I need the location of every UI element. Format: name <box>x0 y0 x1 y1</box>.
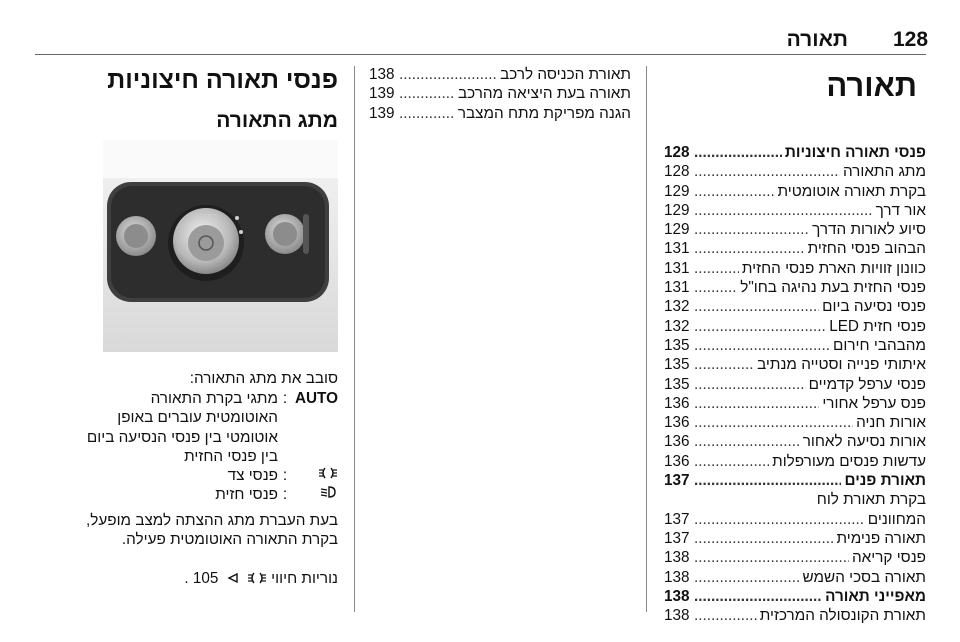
toc-entry-page: 129 <box>664 201 690 219</box>
toc-heading: תאורה <box>826 68 917 103</box>
toc-entry[interactable] <box>664 433 926 452</box>
toc-leader-dots <box>694 376 806 394</box>
toc-entry-title: פנסי נסיעה ביום <box>822 298 926 316</box>
toc-leader-dots <box>694 337 830 355</box>
toc-entry-page: 138 <box>664 587 690 605</box>
toc-entry-page: 138 <box>664 568 690 586</box>
toc-entry[interactable] <box>664 260 926 279</box>
subsection-title: מתג התאורה <box>216 109 338 132</box>
parking-light-icon <box>247 571 267 585</box>
cross-reference: נוריות חיווי 105 . <box>184 570 338 587</box>
column-divider-right <box>646 66 647 612</box>
toc-leader-dots <box>694 163 840 181</box>
auto-desc-line: אוטומטי בין פנסי הנסיעה ביום <box>86 428 278 446</box>
toc-entry-title: פנסי קריאה <box>851 549 926 567</box>
toc-entry[interactable] <box>664 549 926 568</box>
toc-entry[interactable] <box>664 163 926 182</box>
toc-entry[interactable] <box>369 66 631 85</box>
toc-leader-dots <box>694 221 809 239</box>
toc-entry[interactable] <box>664 376 926 395</box>
page-reference-arrow-icon <box>223 571 243 585</box>
toc-entry[interactable] <box>664 530 926 549</box>
low-beam-icon <box>318 485 338 499</box>
toc-entry-title: פנס ערפל אחורי <box>822 394 926 412</box>
toc-entry[interactable] <box>664 298 926 317</box>
toc-entry-page: 131 <box>664 279 690 297</box>
toc-leader-dots <box>694 414 853 432</box>
toc-entry[interactable] <box>369 105 631 124</box>
toc-entry-title: הגנה מפריקת מתח המצבר <box>457 104 631 122</box>
toc-entry[interactable] <box>664 607 926 626</box>
toc-entry[interactable] <box>664 491 926 510</box>
toc-entry[interactable] <box>664 337 926 356</box>
toc-entry-page: 129 <box>664 221 690 239</box>
toc-leader-dots <box>694 607 757 625</box>
toc-leader-dots <box>694 144 782 162</box>
paragraph-line: בקרת התאורה האוטומטית פעילה. <box>121 531 338 549</box>
toc-entry-page: 137 <box>664 529 690 547</box>
column-divider-left <box>354 66 355 612</box>
toc-entry-page: 137 <box>664 510 690 528</box>
auto-key: AUTO <box>294 390 338 407</box>
toc-leader-dots <box>694 530 833 548</box>
toc-entry-page: 136 <box>664 452 690 470</box>
toc-leader-dots <box>694 433 800 451</box>
toc-entry-title: עדשות פנסים מעורפלות <box>772 452 926 470</box>
position-parking: : פנסי צד <box>76 466 338 485</box>
auto-desc-line: בין פנסי החזית <box>184 447 278 465</box>
ignition-paragraph <box>73 511 338 550</box>
toc-entry-title: אורות נסיעה לאחור <box>802 433 926 451</box>
toc-leader-dots <box>399 85 455 103</box>
toc-entry[interactable] <box>664 356 926 375</box>
toc-leader-dots <box>694 260 739 278</box>
light-switch-photo <box>103 140 338 352</box>
toc-entry-title: פנסי חזית LED <box>829 317 926 335</box>
switch-positions <box>76 389 338 505</box>
toc-list-continued <box>369 66 631 124</box>
reference-text: נוריות חיווי <box>271 570 338 587</box>
toc-entry-title: כוונון זוויות הארת פנסי החזית <box>741 259 926 277</box>
toc-entry-title: המחוונים <box>867 510 926 528</box>
light-switch-illustration <box>103 140 338 352</box>
toc-entry-title: פנסי ערפל קדמיים <box>808 375 926 393</box>
toc-entry-title: מתג התאורה <box>842 163 926 181</box>
toc-entry[interactable] <box>664 202 926 221</box>
toc-entry-title: הבהוב פנסי החזית <box>807 240 926 258</box>
toc-entry-page: 137 <box>664 472 690 490</box>
toc-entry-title: בקרת תאורה אוטומטית <box>777 182 926 200</box>
toc-leader-dots <box>694 240 805 258</box>
toc-entry[interactable] <box>664 588 926 607</box>
toc-entry-page: 128 <box>664 144 690 161</box>
toc-entry[interactable] <box>664 569 926 588</box>
toc-entry-title: בקרת תאורת לוח <box>816 491 926 509</box>
toc-leader-dots <box>399 66 497 84</box>
toc-leader-dots <box>694 298 819 316</box>
toc-list <box>664 144 926 626</box>
toc-entry[interactable] <box>664 221 926 240</box>
toc-entry-page: 135 <box>664 336 690 354</box>
toc-leader-dots <box>694 356 754 374</box>
toc-leader-dots <box>694 318 826 336</box>
toc-entry-page: 136 <box>664 394 690 412</box>
auto-label: AUTO <box>195 213 218 222</box>
toc-entry-title: אור דרך <box>875 201 926 219</box>
toc-leader-dots <box>694 395 819 413</box>
toc-leader-dots <box>694 588 822 606</box>
toc-leader-dots <box>399 105 455 123</box>
toc-leader-dots <box>694 183 775 201</box>
toc-entry[interactable] <box>664 395 926 414</box>
toc-entry-page: 136 <box>664 433 690 451</box>
toc-entry-page: 128 <box>664 163 690 181</box>
toc-entry[interactable] <box>664 144 926 163</box>
toc-entry-page: 136 <box>664 414 690 432</box>
toc-entry-title: סיוע לאורות הדרך <box>812 221 926 239</box>
parking-light-icon <box>318 466 338 480</box>
reference-page: 105 <box>192 570 219 587</box>
header-rule <box>35 54 926 55</box>
toc-leader-dots <box>694 472 841 490</box>
toc-entry-title: תאורה פנימית <box>836 529 926 547</box>
toc-entry-title: מאפייני תאורה <box>825 587 926 605</box>
toc-entry-title: תאורת הכניסה לרכב <box>500 66 631 83</box>
toc-entry-page: 138 <box>664 549 690 567</box>
toc-leader-dots <box>694 279 737 297</box>
page-number: 128 <box>893 28 929 51</box>
toc-entry-page: 129 <box>664 182 690 200</box>
toc-entry-page: 132 <box>664 317 690 335</box>
toc-entry-page: 138 <box>664 607 690 625</box>
toc-entry-page: 131 <box>664 240 690 258</box>
toc-entry[interactable] <box>664 279 926 298</box>
intro-text: סובב את מתג התאורה: <box>189 370 338 387</box>
toc-entry-title: איתותי פנייה וסטייה מנתיב <box>757 356 926 374</box>
toc-entry-title: תאורה בסכי השמש <box>802 568 926 586</box>
toc-leader-dots <box>694 549 849 567</box>
toc-entry-page: 138 <box>369 66 395 83</box>
toc-entry-title: תאורה בעת היציאה מהרכב <box>457 85 631 103</box>
toc-entry[interactable] <box>664 240 926 259</box>
toc-entry-page: 139 <box>369 104 395 122</box>
position-low-beam: : פנסי חזית <box>76 485 338 504</box>
toc-entry[interactable] <box>664 472 926 491</box>
chapter-title: תאורה <box>786 28 848 51</box>
toc-leader-dots <box>694 453 769 471</box>
low-beam-desc: פנסי חזית <box>215 486 278 504</box>
toc-entry-page: 135 <box>664 375 690 393</box>
position-auto: AUTO : מתגי בקרת התאורה האוטומטית עוברים באופן אוטומטי בין פנסי הנסיעה ביום בין פנסי החזית <box>76 389 338 466</box>
toc-entry[interactable] <box>664 511 926 530</box>
toc-leader-dots <box>694 202 873 220</box>
parking-desc: פנסי צד <box>227 467 278 485</box>
toc-entry[interactable] <box>664 318 926 337</box>
toc-entry[interactable] <box>369 85 631 104</box>
toc-leader-dots <box>694 511 865 529</box>
section-title: פנסי תאורה חיצוניות <box>107 66 338 94</box>
toc-entry-page: 132 <box>664 298 690 316</box>
toc-leader-dots <box>694 569 800 587</box>
toc-entry-title: פנסי החזית בעת נהיגה בחו"ל <box>740 279 926 297</box>
toc-entry-page: 131 <box>664 259 690 277</box>
toc-entry-title: תאורת הקונסולה המרכזית <box>759 607 926 625</box>
toc-entry-title: מהבהבי חירום <box>833 336 926 354</box>
auto-desc-line: האוטומטית עוברים באופן <box>117 409 278 427</box>
toc-entry[interactable] <box>664 183 926 202</box>
toc-entry[interactable] <box>664 414 926 433</box>
toc-entry-title: תאורת פנים <box>844 472 926 490</box>
toc-entry-title: פנסי תאורה חיצוניות <box>784 144 926 161</box>
toc-entry[interactable] <box>664 453 926 472</box>
auto-desc-line: מתגי בקרת התאורה <box>150 390 278 407</box>
paragraph-line: בעת העברת מתג ההצתה למצב מופעל, <box>86 512 338 529</box>
toc-entry-page: 135 <box>664 356 690 374</box>
toc-entry-page: 139 <box>369 85 395 103</box>
toc-entry-title: אורות חניה <box>856 414 926 432</box>
